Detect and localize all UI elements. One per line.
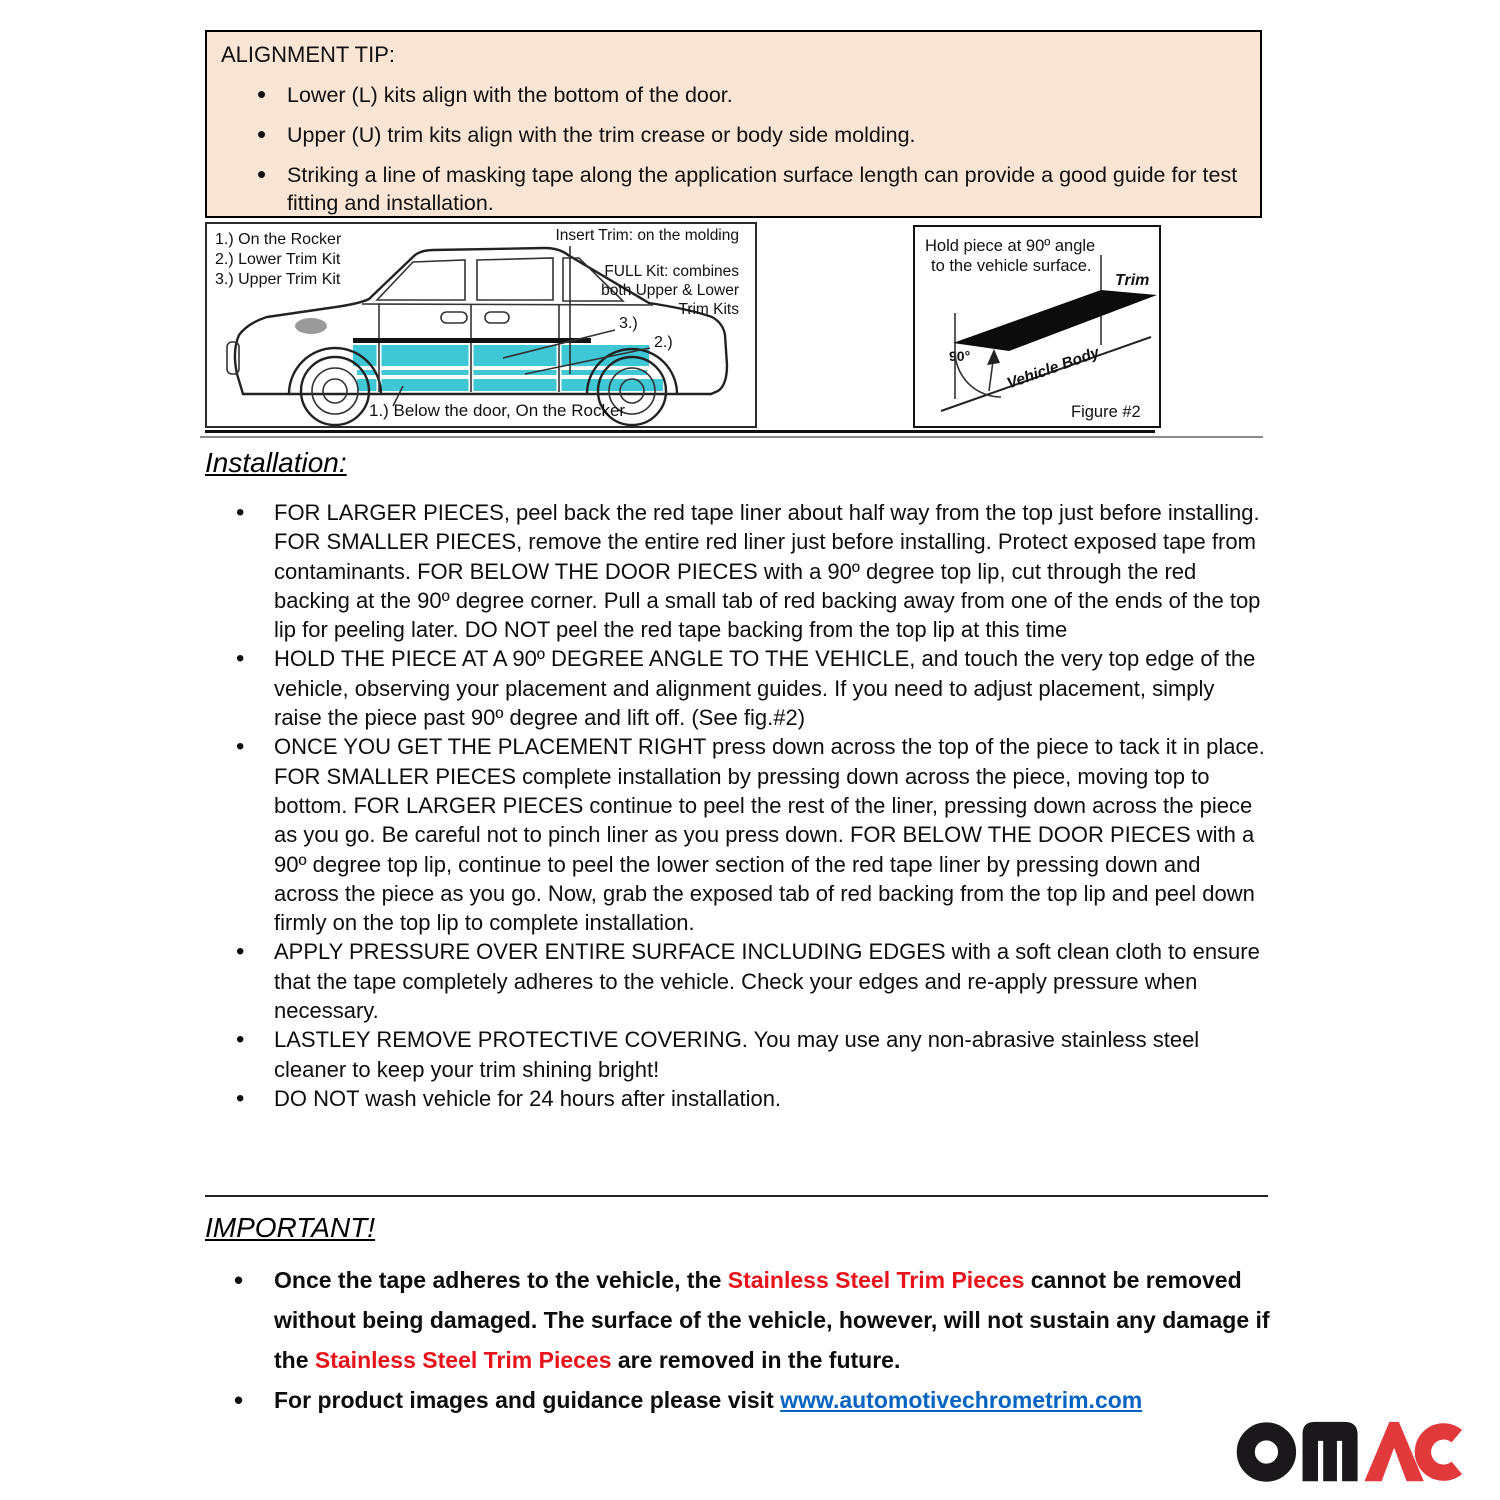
car-legend-3: 3.) Upper Trim Kit: [215, 271, 341, 288]
fender-badge: [295, 318, 327, 334]
installation-step: • LASTLEY REMOVE PROTECTIVE COVERING. You may use any non-abrasive stainless steel cleaner to keep your trim shining bright!: [228, 1025, 1266, 1084]
alignment-tip-title: ALIGNMENT TIP:: [221, 42, 396, 67]
figure-2-box: [913, 225, 1161, 428]
important-heading: IMPORTANT!: [205, 1212, 376, 1243]
installation-step: • DO NOT wash vehicle for 24 hours after installation.: [228, 1084, 1266, 1113]
alignment-tip-box: [205, 30, 1262, 218]
full-kit-note-2: both Upper & Lower: [601, 282, 739, 299]
car-legend-1: 1.) On the Rocker: [215, 231, 342, 248]
section-divider: [205, 1195, 1268, 1197]
figures-underline-thin: [200, 436, 1263, 438]
installation-step: • FOR LARGER PIECES, peel back the red tape liner about half way from the top just before installing. FOR SMALLER PIECES, remove the entire red liner just before installing. Protect exposed tape from contaminants. FOR BELOW THE DOOR PIECES with a 90º degree top lip, cut through the red backing at the 90º degree corner. Pull a small tab of red backing away from one of the ends of the top lip for peeling later. DO NOT peel the red tape backing from the top lip at this time: [228, 498, 1266, 644]
angle-arrowhead: [987, 349, 1000, 365]
stainless-steel-trim-pieces-highlight: Stainless Steel Trim Pieces: [727, 1267, 1025, 1293]
trim-label: Trim: [1115, 272, 1150, 289]
pointer-label-upper: 3.): [619, 315, 638, 332]
trim-piece: [953, 290, 1157, 351]
figure-2-diagram: [915, 227, 1159, 426]
installation-step: • APPLY PRESSURE OVER ENTIRE SURFACE INCLUDING EDGES with a soft clean cloth to ensure that the tape completely adheres to the vehicle. Check your edges and re-apply pressure when necessary.: [228, 937, 1266, 1025]
insert-trim-note: Insert Trim: on the molding: [555, 227, 739, 244]
omac-logo: [1233, 1403, 1477, 1489]
rocker-caption: 1.) Below the door, On the Rocker: [369, 401, 626, 420]
pointer-label-lower: 2.): [654, 334, 673, 351]
important-text: are removed in the future.: [611, 1347, 901, 1373]
angle-arrow-line: [989, 361, 993, 391]
alignment-tip-list: [221, 81, 1246, 217]
figure-2-label: Figure #2: [1071, 403, 1141, 421]
vehicle-body-label: Vehicle Body: [1004, 344, 1102, 393]
website-link[interactable]: www.automotivechrometrim.com: [780, 1387, 1143, 1413]
angle-label: 90°: [949, 348, 971, 364]
important-list: [228, 1260, 1288, 1420]
logo-letter-o: [1246, 1431, 1287, 1472]
important-text: For product images and guidance please visit: [274, 1387, 781, 1413]
rocker-trim-stripe: [357, 379, 663, 391]
important-note: [228, 1260, 1288, 1380]
tip-bullet: • Lower (L) kits align with the bottom of the door.: [221, 81, 1246, 109]
stainless-steel-trim-pieces-highlight: Stainless Steel Trim Pieces: [314, 1347, 612, 1373]
important-note: [228, 1380, 1288, 1420]
car-legend-2: 2.) Lower Trim Kit: [215, 251, 341, 268]
important-text: Once the tape adheres to the vehicle, the: [274, 1267, 728, 1293]
installation-step: • ONCE YOU GET THE PLACEMENT RIGHT press down across the top of the piece to tack it in place. FOR SMALLER PIECES complete installation by pressing down across the piece, moving top to bottom. FOR LARGER PIECES continue to peel the rest of the liner, pressing down across the piece as you go. Be careful not to pinch liner as you press down. FOR BELOW THE DOOR PIECES with a 90º degree top lip, continue to peel the lower section of the red tape liner by pressing down and across the piece as you go. Now, grab the exposed tab of red backing from the top lip and peel down firmly on the top lip to complete installation.: [228, 732, 1266, 937]
installation-heading: Installation:: [205, 447, 347, 478]
installation-list: [228, 498, 1266, 1113]
car-trim-figure: [205, 222, 757, 428]
front-wheel: [301, 357, 369, 425]
figures-underline-thick: [205, 430, 1155, 433]
tip-bullet: • Striking a line of masking tape along the application surface length can provide a good guide for test fitting and installation.: [221, 161, 1246, 217]
tip-bullet: • Upper (U) trim kits align with the trim crease or body side molding.: [221, 121, 1246, 149]
front-door-handle: [441, 312, 467, 323]
logo-letter-m: [1303, 1422, 1358, 1481]
full-kit-note-1: FULL Kit: combines: [604, 263, 739, 280]
important-text: cannot be removed without being damaged. The surface of the vehicle, however, will not sustain any damage if the: [274, 1267, 1270, 1373]
rear-door-window: [477, 258, 553, 300]
fig2-caption-1: Hold piece at 90º angle: [925, 237, 1096, 255]
installation-step: • HOLD THE PIECE AT A 90º DEGREE ANGLE TO THE VEHICLE, and touch the very top edge of the vehicle, observing your placement and alignment guides. If you need to adjust placement, simply raise the piece past 90º degree and lift off. (See fig.#2): [228, 644, 1266, 732]
body-side-molding: [353, 338, 591, 343]
logo-letter-c: [1423, 1431, 1457, 1472]
car-diagram: [207, 224, 755, 426]
full-kit-note-3: Trim Kits: [678, 301, 739, 318]
rear-door-handle: [485, 312, 509, 323]
fig2-caption-2: to the vehicle surface.: [931, 257, 1092, 275]
upper-trim-stripe: [353, 345, 649, 366]
